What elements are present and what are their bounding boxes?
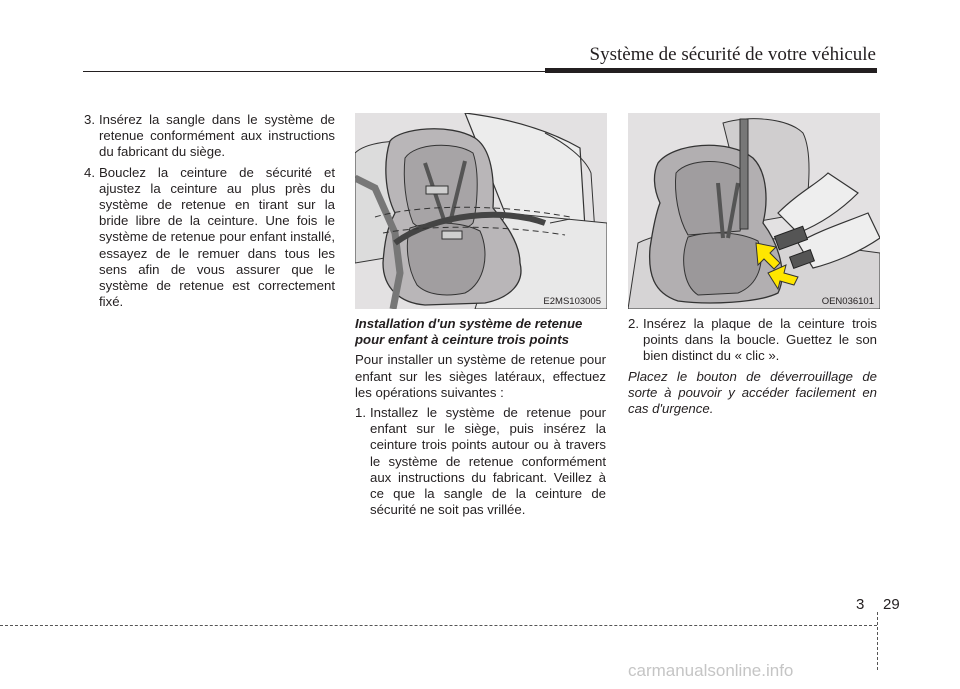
- figure-child-seat-rear-bench: [355, 113, 607, 309]
- list-item-number: 3.: [84, 112, 95, 127]
- list-item-number: 1.: [355, 405, 366, 421]
- watermark: carmanualsonline.info: [628, 661, 794, 680]
- chapter-number: 3: [856, 596, 865, 613]
- list-item: [628, 316, 877, 365]
- list-item: [355, 405, 606, 518]
- header-title: Système de sécurité de votre véhicule: [589, 44, 876, 65]
- list-item-text: Installez le système de retenue pour enfant sur le siège, puis insérez la ceinture trois points autour ou à travers le système de retenue conformément aux instructions du fabricant. Veillez à ce que la sangle de la ceinture de sécurité ne soit pas vrillée.: [370, 405, 606, 518]
- child-seat-illustration: [355, 113, 607, 309]
- list-item-text: Insérez la plaque de la ceinture trois points dans la boucle. Guettez le son bien distinct du « clic ».: [643, 316, 877, 364]
- figure-code: OEN036101: [821, 296, 874, 307]
- section-intro: Pour installer un système de retenue pour enfant sur les sièges latéraux, effectuez les opérations suivantes :: [355, 352, 606, 400]
- list-item-number: 2.: [628, 316, 639, 331]
- safety-note: Placez le bouton de déverrouillage de sorte à pouvoir y accéder facilement en cas d'urgence.: [628, 368, 877, 417]
- list-item: [84, 165, 335, 311]
- column-left: [84, 112, 335, 314]
- footer-divider: [877, 612, 878, 670]
- page-number: 29: [883, 596, 900, 613]
- list-item-number: 4.: [84, 164, 95, 180]
- footer-rule: [0, 625, 877, 626]
- section-heading: Installation d'un système de retenue pour enfant à ceinture trois points: [355, 316, 583, 348]
- figure-code: E2MS103005: [543, 296, 601, 307]
- list-item: [84, 112, 335, 161]
- column-middle: [355, 316, 606, 522]
- figure-buckle-insertion: [628, 113, 880, 309]
- list-item-text: Insérez la sangle dans le système de retenue conformément aux instructions du fabricant du siège.: [99, 112, 335, 160]
- list-item-text: Bouclez la ceinture de sécurité et ajustez la ceinture au plus près du système de retenue en tirant sur la bride libre de la ceinture. Une fois le système de retenue pour enfant installé, essayez de le remuer dans tous les sens afin de vous assurer que le système de retenue est correctement fixé.: [99, 164, 335, 310]
- header-rule-accent: [545, 68, 877, 73]
- column-right: [628, 316, 877, 417]
- buckle-illustration: [628, 113, 880, 309]
